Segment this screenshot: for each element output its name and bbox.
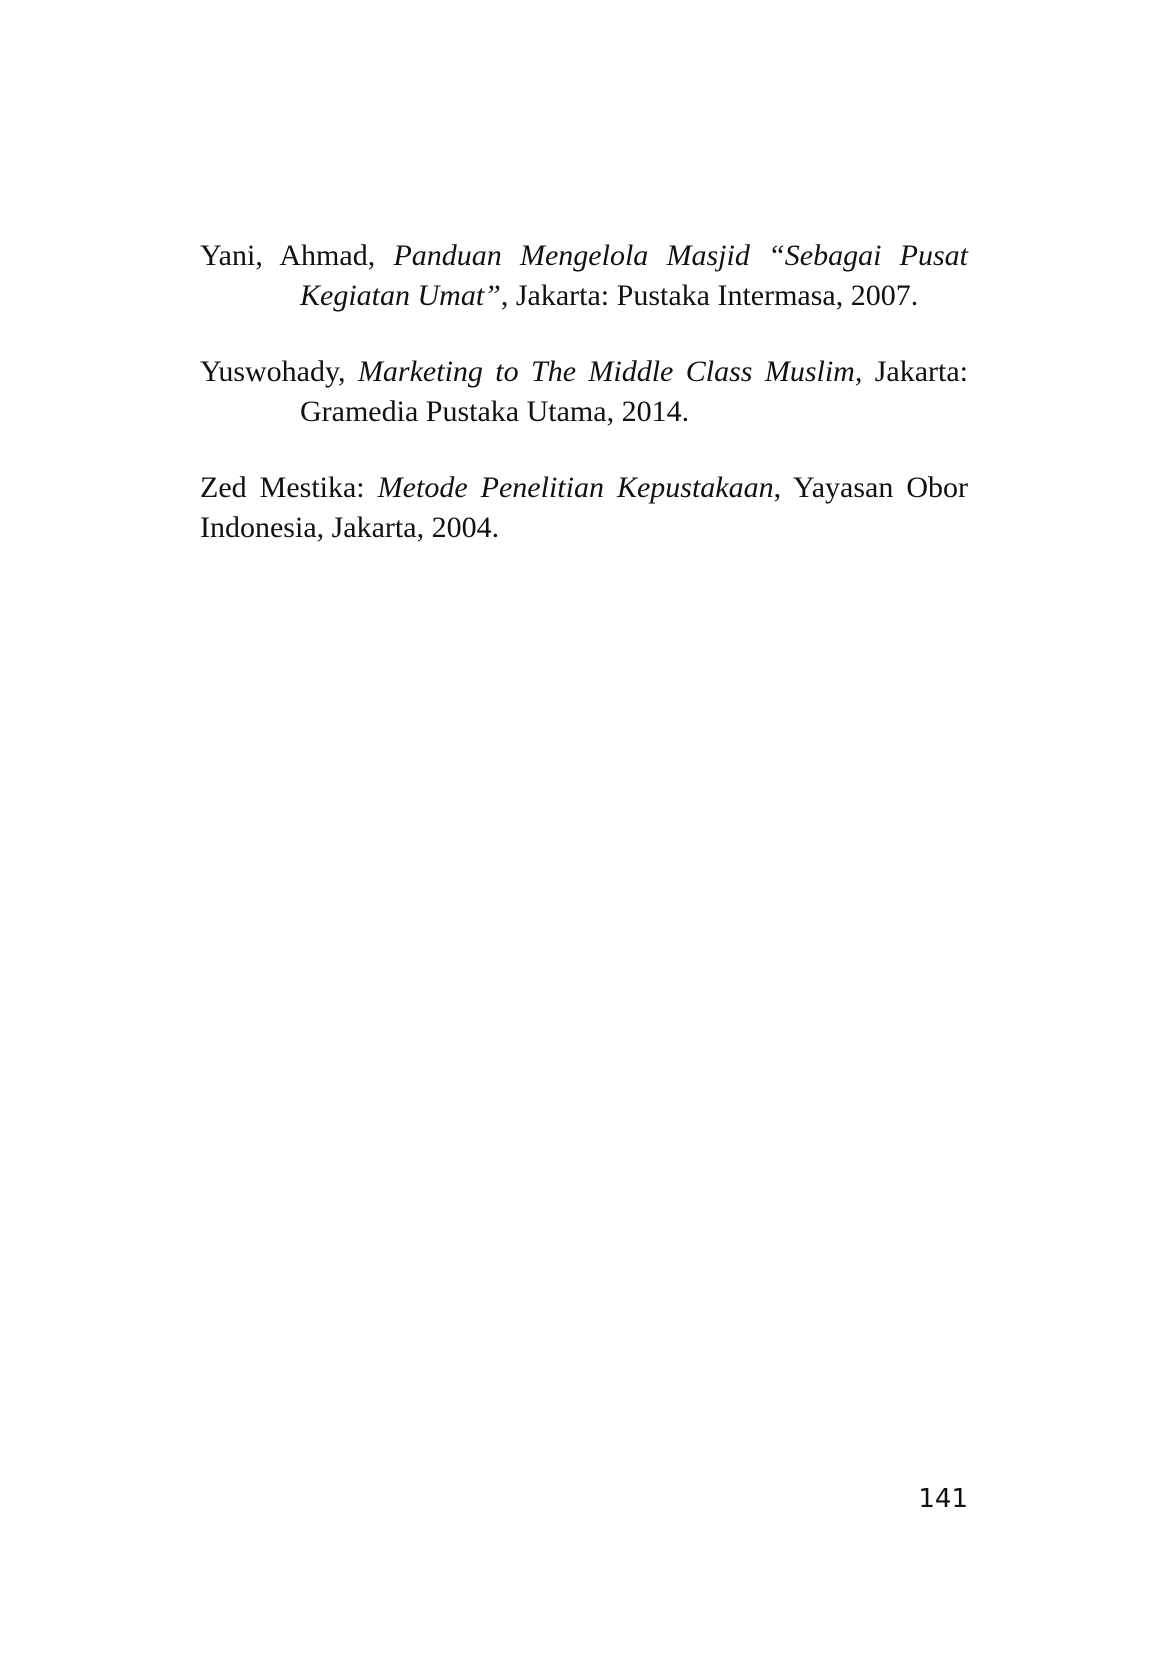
entry-publication: , Jakarta: Pustaka Intermasa, 2007. [500,279,919,312]
entry-publication: Jakarta: Gramedia Pustaka Utama, 2014. [300,355,968,428]
entry-title: Metode Penelitian Kepustakaan [377,471,774,504]
bibliography-entry [200,352,968,432]
entry-author: Zed Mestika: [200,471,378,504]
bibliography-entry [200,236,968,316]
page-number: 141 [918,1484,968,1514]
entry-author: Yani, Ahmad, [200,239,394,272]
entry-title: Panduan Mengelola Masjid “Sebagai Pusat Kegiatan Umat” [300,239,968,312]
entry-author: Yuswohady, [200,355,358,388]
entry-title: Marketing to The Middle Class Muslim, [357,355,863,388]
entry-publication: , Yayasan Obor Indonesia, Jakarta, 2004. [200,471,968,544]
bibliography-list [200,236,968,584]
bibliography-entry [200,468,968,548]
